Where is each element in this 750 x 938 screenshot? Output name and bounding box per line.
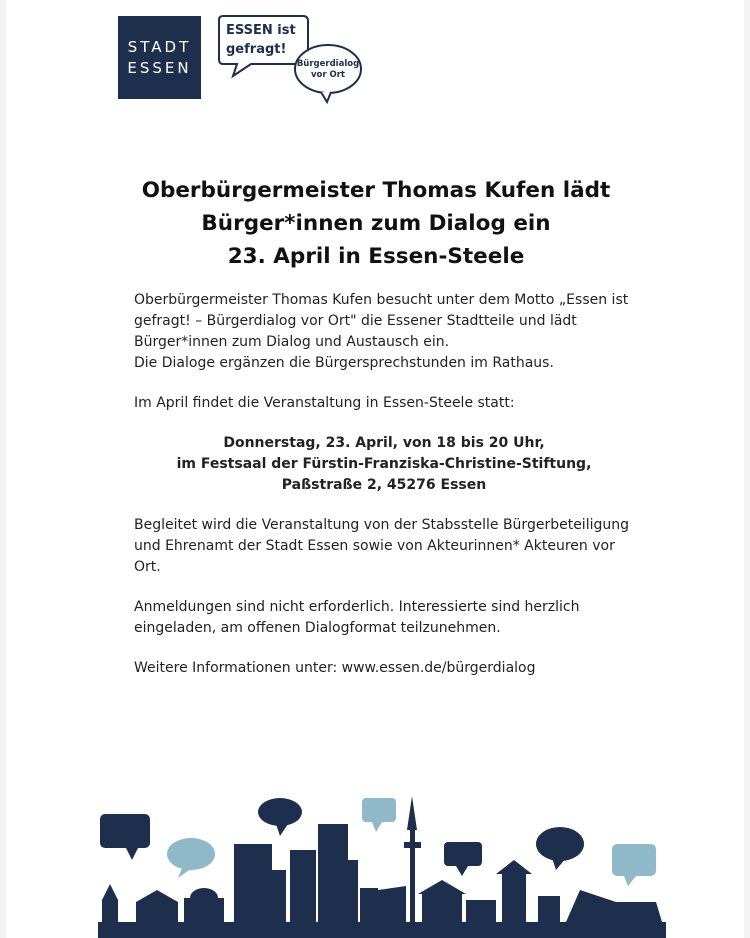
registration-line: Anmeldungen sind nicht erforderlich. Interessierte sind herzlich: [134, 599, 580, 615]
city-skyline-illustration: [6, 790, 744, 938]
body-text: [134, 290, 634, 679]
event-venue-line: im Festsaal der Fürstin-Franziska-Christine-Stiftung,: [176, 456, 592, 472]
title-line: Oberbürgermeister Thomas Kufen lädt: [141, 178, 611, 203]
essen-ist-gefragt-logo: [211, 14, 376, 106]
logo-vor-ort: vor Ort: [310, 70, 346, 80]
logo-line-stadt: STADT: [127, 37, 192, 56]
logo-line-essen: ESSEN: [127, 58, 192, 77]
april-line: Im April findet die Veranstaltung in Essen-Steele statt:: [134, 395, 515, 411]
event-date-line: Donnerstag, 23. April, von 18 bis 20 Uhr,: [223, 435, 545, 451]
page-title: [66, 174, 686, 273]
logo-essen-ist: ESSEN ist: [226, 23, 296, 38]
intro-line: Die Dialoge ergänzen die Bürgersprechstunden im Rathaus.: [134, 355, 554, 371]
accompany-line: Ort.: [134, 559, 161, 575]
logo-gefragt: gefragt!: [226, 42, 287, 57]
title-line: Bürger*innen zum Dialog ein: [201, 211, 551, 236]
flyer-page: [6, 0, 744, 938]
registration-line: eingeladen, am offenen Dialogformat teilzunehmen.: [134, 620, 501, 636]
intro-line: Oberbürgermeister Thomas Kufen besucht unter dem Motto „Essen ist: [134, 292, 629, 308]
accompany-line: und Ehrenamt der Stadt Essen sowie von Akteurinnen* Akteuren vor: [134, 538, 615, 554]
stadt-essen-logo: [118, 16, 201, 99]
title-line: 23. April in Essen-Steele: [227, 244, 525, 269]
logo-buergerdialog: Bürgerdialog: [296, 59, 360, 69]
event-address-line: Paßstraße 2, 45276 Essen: [281, 477, 487, 493]
accompany-line: Begleitet wird die Veranstaltung von der Stabsstelle Bürgerbeteiligung: [134, 517, 629, 533]
more-info-line: Weitere Informationen unter: www.essen.de/bürgerdialog: [134, 660, 536, 676]
intro-line: gefragt! – Bürgerdialog vor Ort" die Essener Stadtteile und lädt: [134, 313, 577, 329]
intro-line: Bürger*innen zum Dialog und Austausch ein.: [134, 334, 450, 350]
